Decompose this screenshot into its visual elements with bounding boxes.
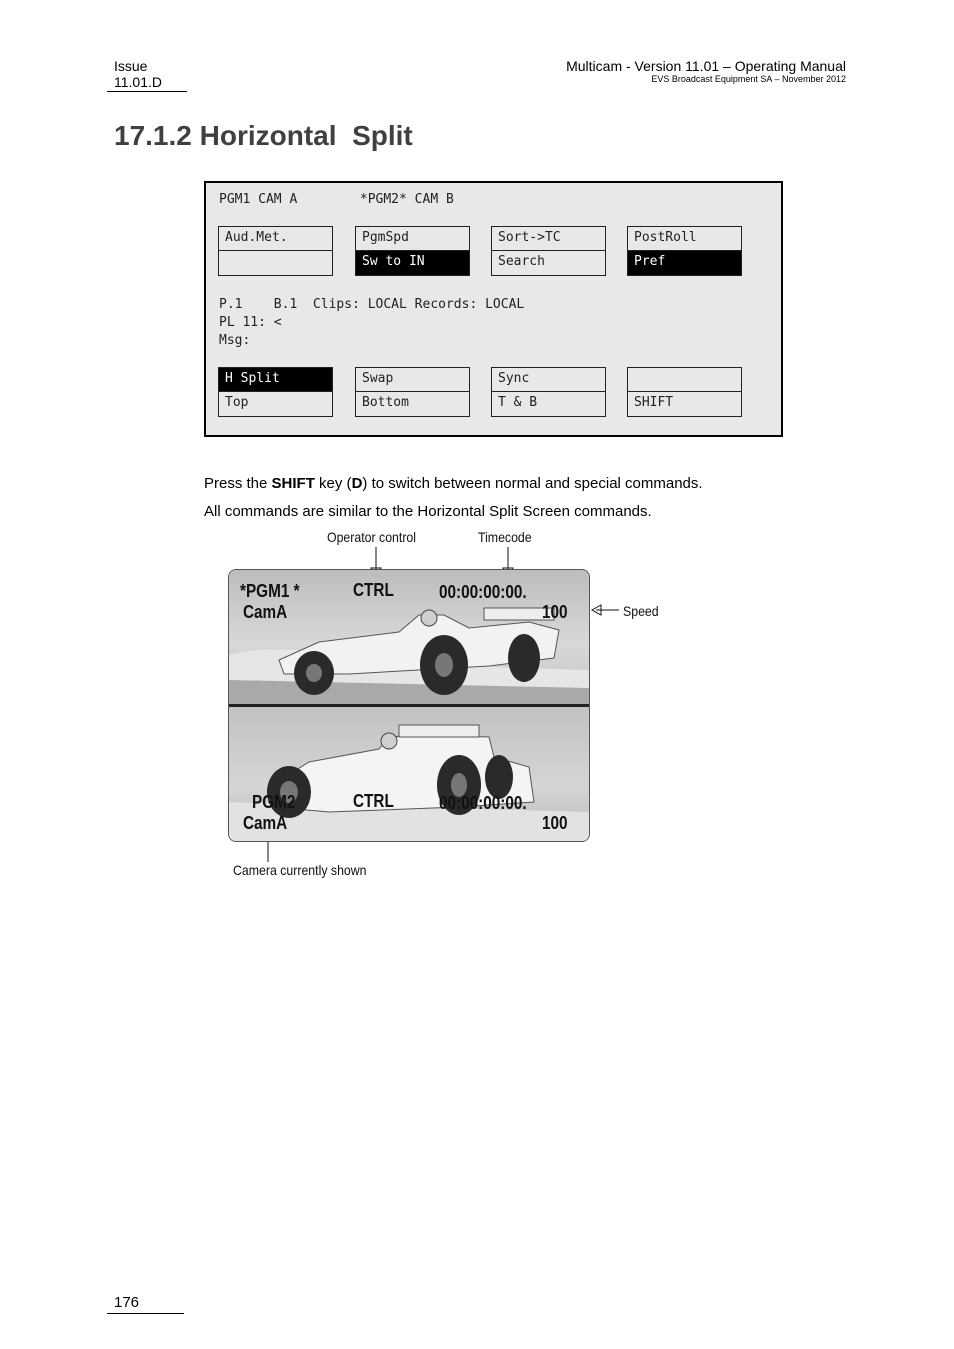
section-title: 17.1.2 Horizontal Split bbox=[114, 120, 413, 151]
lcd-key-f6-upper: H Split bbox=[219, 368, 332, 392]
top-star-right: * bbox=[289, 581, 300, 601]
lcd-key-f4-upper: PostRoll bbox=[628, 227, 741, 251]
lcd-info-line-1: P.1 B.1 Clips: LOCAL Records: LOCAL bbox=[219, 297, 525, 312]
lcd-key-f3-upper: Sort->TC bbox=[492, 227, 605, 251]
issue-number: 11.01.D bbox=[114, 74, 162, 90]
lcd-key-f1-upper: Aud.Met. bbox=[219, 227, 332, 251]
camera-shown-label: Camera currently shown bbox=[233, 862, 367, 878]
split-screen-monitor bbox=[228, 569, 590, 842]
top-star-left: * bbox=[240, 581, 246, 601]
lcd-status-line: PGM1 CAM A *PGM2* CAM B bbox=[219, 192, 454, 207]
commands-note: All commands are similar to the Horizontal Split Screen commands. bbox=[204, 503, 652, 520]
top-channel: PGM1 bbox=[245, 581, 290, 601]
page-number: 176 bbox=[114, 1294, 140, 1311]
top-timecode: 00:00:00:00. bbox=[439, 582, 527, 602]
top-speed: 100 bbox=[542, 602, 568, 622]
shift-key-name: SHIFT bbox=[271, 475, 315, 492]
lcd-info-line-2: PL 11: < bbox=[219, 315, 282, 330]
bottom-camera: CamA bbox=[243, 813, 288, 833]
shift-key-letter: D bbox=[351, 475, 363, 492]
shift-instruction-middle: key ( bbox=[314, 475, 352, 492]
lcd-info-line-3: Msg: bbox=[219, 333, 251, 348]
manual-title: Multicam - Version 11.01 – Operating Manual bbox=[566, 58, 846, 74]
top-ctrl: CTRL bbox=[353, 580, 394, 600]
timecode-label: Timecode bbox=[478, 529, 532, 545]
bottom-channel: PGM2 bbox=[252, 792, 296, 812]
top-channel-label bbox=[240, 581, 300, 602]
lcd-key-f8-lower: T & B bbox=[498, 395, 538, 410]
lcd-key-f6-lower: Top bbox=[225, 395, 249, 410]
top-camera: CamA bbox=[243, 602, 288, 622]
lcd-key-f7-upper: Swap bbox=[356, 368, 469, 392]
bottom-ctrl: CTRL bbox=[353, 791, 394, 811]
lcd-key-f3-lower: Search bbox=[498, 254, 545, 269]
footer-rule bbox=[107, 1313, 184, 1314]
issue-label: Issue bbox=[114, 58, 148, 74]
lcd-key-f2-upper: PgmSpd bbox=[356, 227, 469, 251]
shift-instruction-before: Press the bbox=[204, 475, 272, 492]
shift-instruction-after: ) to switch between normal and special commands. bbox=[362, 475, 703, 492]
lcd-key-f7-lower: Bottom bbox=[362, 395, 409, 410]
bottom-timecode: 00:00:00:00. bbox=[439, 793, 527, 813]
lcd-key-f2-lower: Sw to IN bbox=[356, 251, 469, 275]
lcd-key-f9-lower: SHIFT bbox=[634, 395, 674, 410]
bottom-speed: 100 bbox=[542, 813, 568, 833]
speed-label: Speed bbox=[623, 603, 659, 619]
lcd-key-f8-upper: Sync bbox=[492, 368, 605, 392]
operator-control-label: Operator control bbox=[327, 529, 417, 545]
publisher-line: EVS Broadcast Equipment SA – November 2012 bbox=[651, 74, 846, 84]
lcd-key-f4-lower: Pref bbox=[628, 251, 741, 275]
